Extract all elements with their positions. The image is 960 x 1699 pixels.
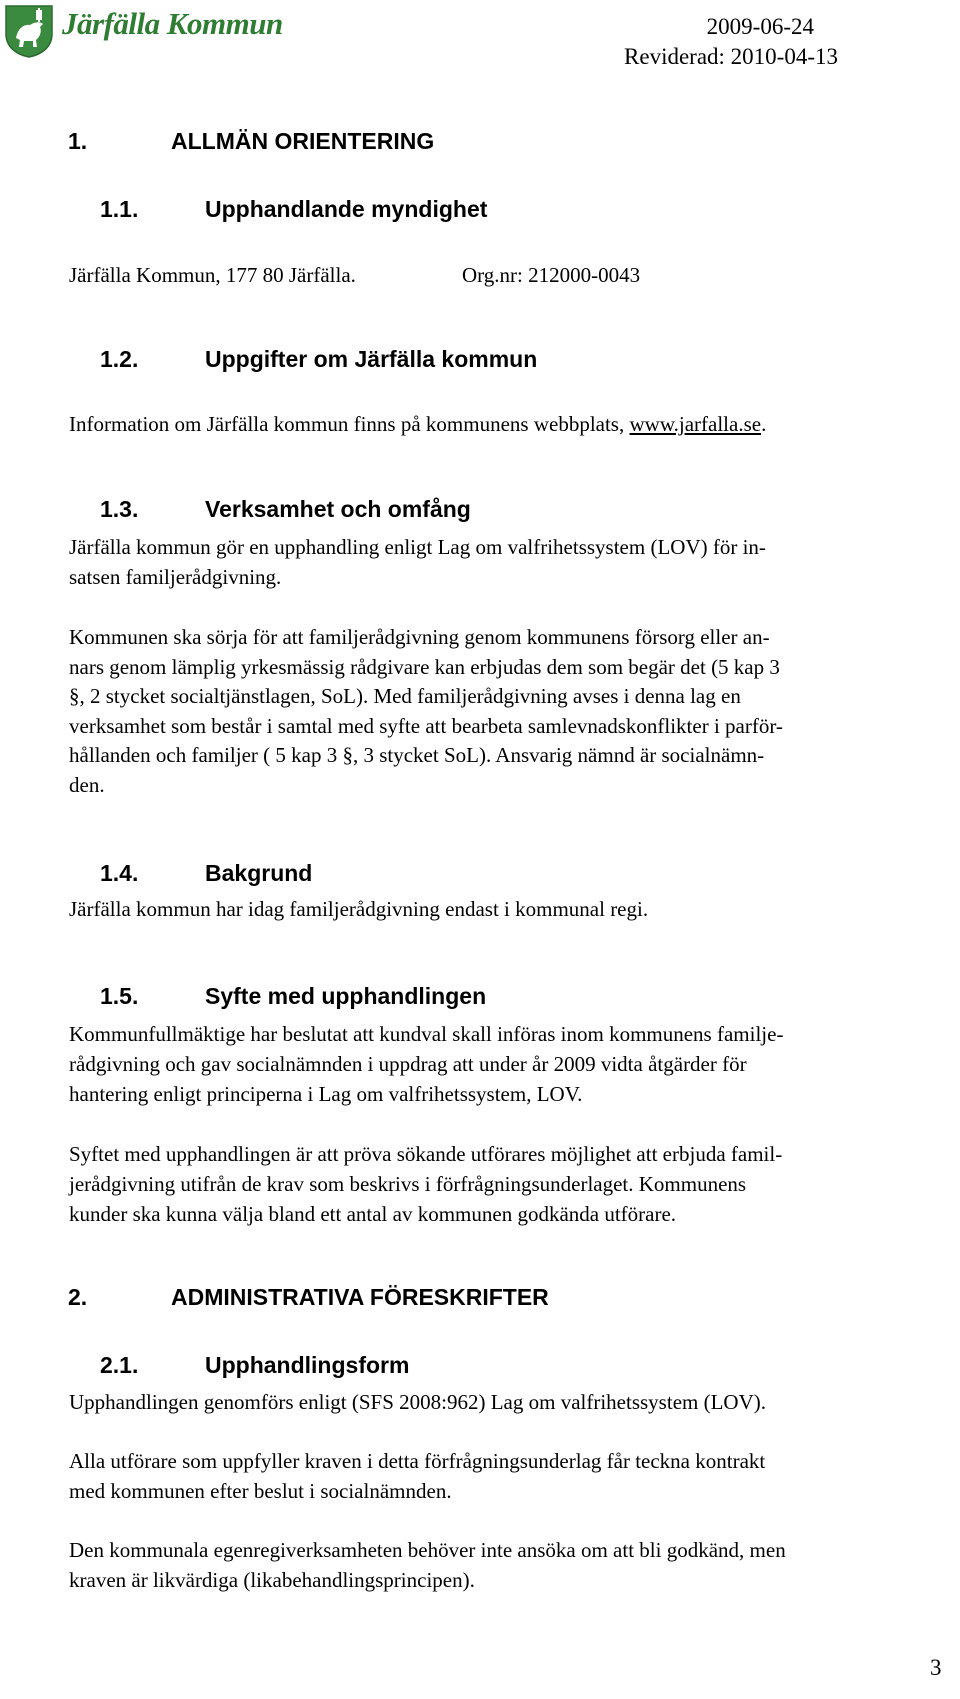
subsection-heading: Verksamhet och omfång (205, 496, 471, 522)
paragraph: Järfälla kommun har idag familjerådgivning endast i kommunal regi. (69, 897, 649, 921)
municipal-emblem-icon (4, 4, 54, 58)
subsection-number: 1.1. (100, 196, 139, 222)
document-date: 2009-06-24 (706, 14, 814, 39)
paragraph (69, 1446, 951, 1506)
text-line: verksamhet som består i samtal med syfte att bearbeta samlevnadskonflikter i parför- (69, 713, 783, 738)
logo-text: Järfälla Kommun (62, 6, 283, 41)
header (0, 0, 960, 80)
text-line: Syftet med upphandlingen är att pröva sökande utförares möjlighet att erbjuda famil- (69, 1142, 783, 1166)
section-heading: ADMINISTRATIVA FÖRESKRIFTER (171, 1284, 549, 1310)
subsection-number: 1.5. (100, 983, 139, 1009)
info-text: Information om Järfälla kommun finns på kommunens webbplats, (69, 412, 630, 436)
paragraph (69, 1139, 951, 1229)
text-line: satsen familjerådgivning. (69, 565, 282, 589)
text-line: Kommunfullmäktige har beslutat att kundval skall införas inom kommunens familje- (69, 1022, 784, 1046)
subsection-heading: Upphandlande myndighet (205, 196, 488, 222)
text-line: kraven är likvärdiga (likabehandlingsprincipen). (69, 1568, 475, 1592)
text-line: rådgivning och gav socialnämnden i uppdrag att under år 2009 vidta åtgärder för (69, 1052, 747, 1076)
text-line: med kommunen efter beslut i socialnämnden. (69, 1479, 452, 1503)
text-line: Järfälla kommun gör en upphandling enligt Lag om valfrihetssystem (LOV) för in- (69, 535, 766, 559)
text-line: Den kommunala egenregiverksamheten behöver inte ansöka om att bli godkänd, men (69, 1538, 786, 1562)
text-line: hållanden och familjer ( 5 kap 3 §, 3 stycket SoL). Ansvarig nämnd är socialnämn- (69, 743, 765, 768)
section-heading: ALLMÄN ORIENTERING (171, 128, 435, 154)
paragraph (69, 1019, 951, 1109)
info-paragraph (69, 412, 766, 437)
subsection-number: 1.4. (100, 860, 139, 886)
subsection-heading: Upphandlingsform (205, 1352, 410, 1378)
paragraph (69, 1535, 951, 1595)
website-link[interactable]: www.jarfalla.se (629, 412, 762, 436)
text-line: den. (69, 772, 105, 797)
section-number: 1. (68, 128, 88, 154)
paragraph: Upphandlingen genomförs enligt (SFS 2008:962) Lag om valfrihetssystem (LOV). (69, 1390, 766, 1414)
subsection-heading: Syfte med upphandlingen (205, 983, 487, 1009)
subsection-number: 1.3. (100, 496, 139, 522)
page-number: 3 (930, 1655, 942, 1680)
subsection-number: 2.1. (100, 1352, 139, 1378)
contracting-authority-address: Järfälla Kommun, 177 80 Järfälla. (69, 263, 356, 287)
info-text-end: . (761, 412, 767, 436)
text-line: nars genom lämplig yrkesmässig rådgivare kan erbjudas dem som begär det (5 kap 3 (69, 654, 780, 679)
subsection-heading: Uppgifter om Järfälla kommun (205, 346, 538, 372)
organization-number: Org.nr: 212000-0043 (462, 263, 641, 287)
text-line: Alla utförare som uppfyller kraven i detta förfrågningsunderlag får teckna kontrakt (69, 1449, 766, 1473)
subsection-number: 1.2. (100, 346, 139, 372)
text-line: jerådgivning utifrån de krav som beskrivs i förfrågningsunderlaget. Kommunens (69, 1172, 747, 1196)
text-line: §, 2 stycket socialtjänstlagen, SoL). Med familjerådgivning avses i denna lag en (69, 684, 741, 709)
text-line: hantering enligt principerna i Lag om valfrihetssystem, LOV. (69, 1082, 583, 1106)
text-line: kunder ska kunna välja bland ett antal av kommunen godkända utförare. (69, 1202, 677, 1226)
revised-date: Reviderad: 2010-04-13 (624, 44, 838, 69)
paragraph (69, 623, 951, 801)
paragraph (69, 532, 951, 592)
subsection-heading: Bakgrund (205, 860, 313, 886)
text-line: Kommunen ska sörja för att familjerådgivning genom kommunens försorg eller an- (69, 625, 770, 649)
section-number: 2. (68, 1284, 88, 1310)
